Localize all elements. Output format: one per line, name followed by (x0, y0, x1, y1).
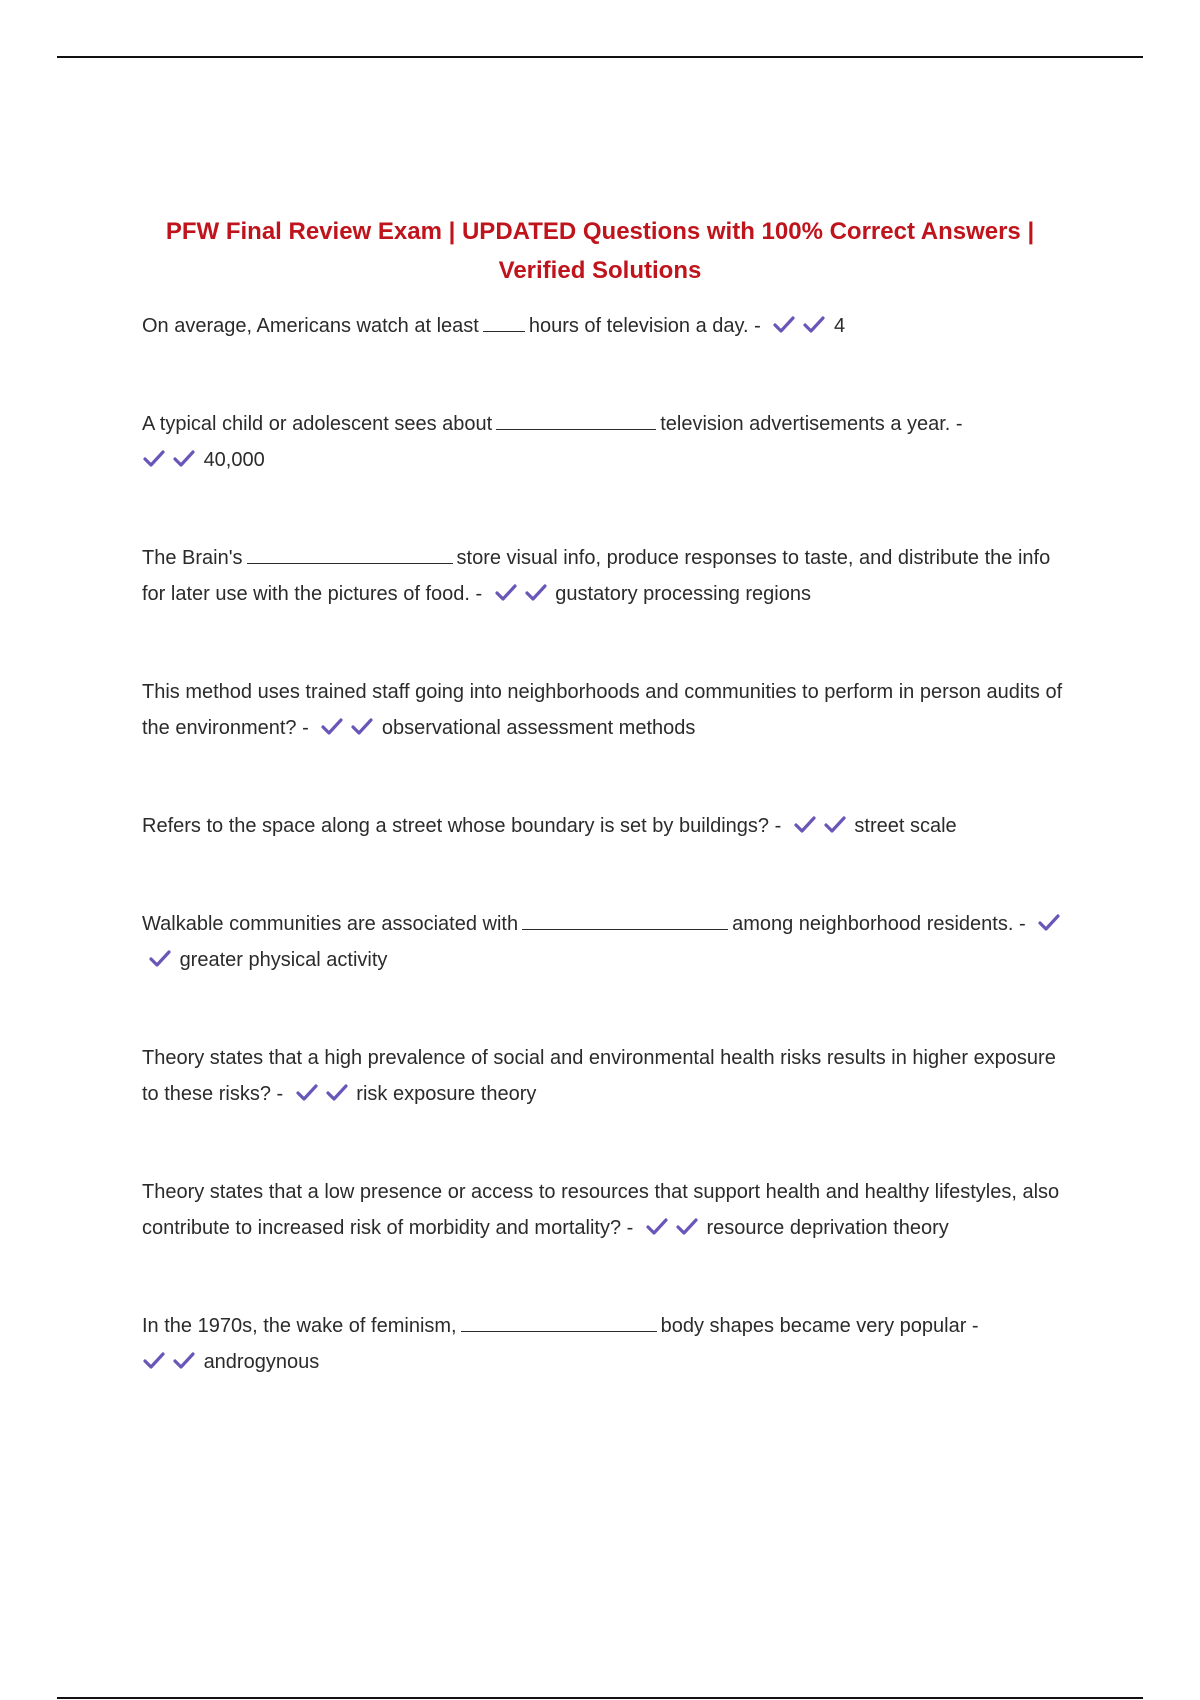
question-text: A typical child or adolescent sees about (142, 413, 493, 435)
answer-text: 40,000 (203, 449, 265, 471)
question-item (142, 540, 1072, 612)
answer-text: observational assessment methods (381, 717, 696, 739)
question-text: On average, Americans watch at least (142, 315, 479, 337)
question-text: Walkable communities are associated with (142, 913, 519, 935)
answer-text: greater physical activity (179, 949, 388, 971)
answer-blank (522, 911, 728, 930)
check-icon (494, 583, 518, 603)
answer-text: gustatory processing regions (555, 583, 811, 605)
question-item (142, 1174, 1072, 1246)
title-line-2: Verified Solutions (498, 257, 702, 284)
check-icon (675, 1217, 699, 1237)
question-text: The Brain's (142, 547, 243, 569)
question-item (142, 808, 1072, 844)
check-icon (320, 717, 344, 737)
question-item (142, 406, 1072, 478)
question-list (142, 308, 1072, 1380)
check-icon (172, 449, 196, 469)
page-top-rule (57, 56, 1143, 58)
title-line-1: PFW Final Review Exam | UPDATED Questions with 100% Correct Answers | (165, 218, 1035, 245)
check-icon (802, 315, 826, 335)
check-icon (793, 815, 817, 835)
check-icon (172, 1351, 196, 1371)
answer-text: street scale (854, 815, 957, 837)
check-icon (645, 1217, 669, 1237)
document-title (130, 212, 1070, 290)
question-text: Theory states that a low presence or access to resources that support health and healthy lifestyles, also contribute to increased risk of morbidity and mortality? - (142, 1181, 1060, 1239)
question-text: Theory states that a high prevalence of social and environmental health risks results in higher exposure to these risks? - (142, 1047, 1056, 1105)
question-item (142, 906, 1072, 978)
answer-blank (483, 313, 525, 332)
page-bottom-rule (57, 1697, 1143, 1699)
check-icon (823, 815, 847, 835)
check-icon (772, 315, 796, 335)
check-icon (148, 949, 172, 969)
answer-text: 4 (833, 315, 846, 337)
answer-blank (496, 411, 656, 430)
check-icon (325, 1083, 349, 1103)
question-text-continued: hours of television a day. - (528, 315, 761, 337)
answer-blank (461, 1313, 657, 1332)
question-item (142, 308, 1072, 344)
question-text-continued: among neighborhood residents. - (732, 913, 1026, 935)
question-text-continued: television advertisements a year. - (660, 413, 963, 435)
answer-text: androgynous (203, 1351, 320, 1373)
answer-text: resource deprivation theory (706, 1217, 949, 1239)
question-text-continued: store visual info, produce responses to taste, and distribute the info for later use with the pictures of food. - (142, 547, 1051, 605)
question-text-continued: body shapes became very popular - (660, 1315, 979, 1337)
answer-text: risk exposure theory (356, 1083, 537, 1105)
answer-blank (247, 545, 453, 564)
check-icon (295, 1083, 319, 1103)
question-item (142, 1308, 1072, 1380)
question-item (142, 1040, 1072, 1112)
question-text: In the 1970s, the wake of feminism, (142, 1315, 457, 1337)
check-icon (524, 583, 548, 603)
check-icon (350, 717, 374, 737)
question-item (142, 674, 1072, 746)
question-text: Refers to the space along a street whose boundary is set by buildings? - (142, 815, 782, 837)
check-icon (142, 449, 166, 469)
check-icon (142, 1351, 166, 1371)
check-icon (1037, 913, 1061, 933)
question-text: This method uses trained staff going into neighborhoods and communities to perform in person audits of the environment? - (142, 681, 1063, 739)
